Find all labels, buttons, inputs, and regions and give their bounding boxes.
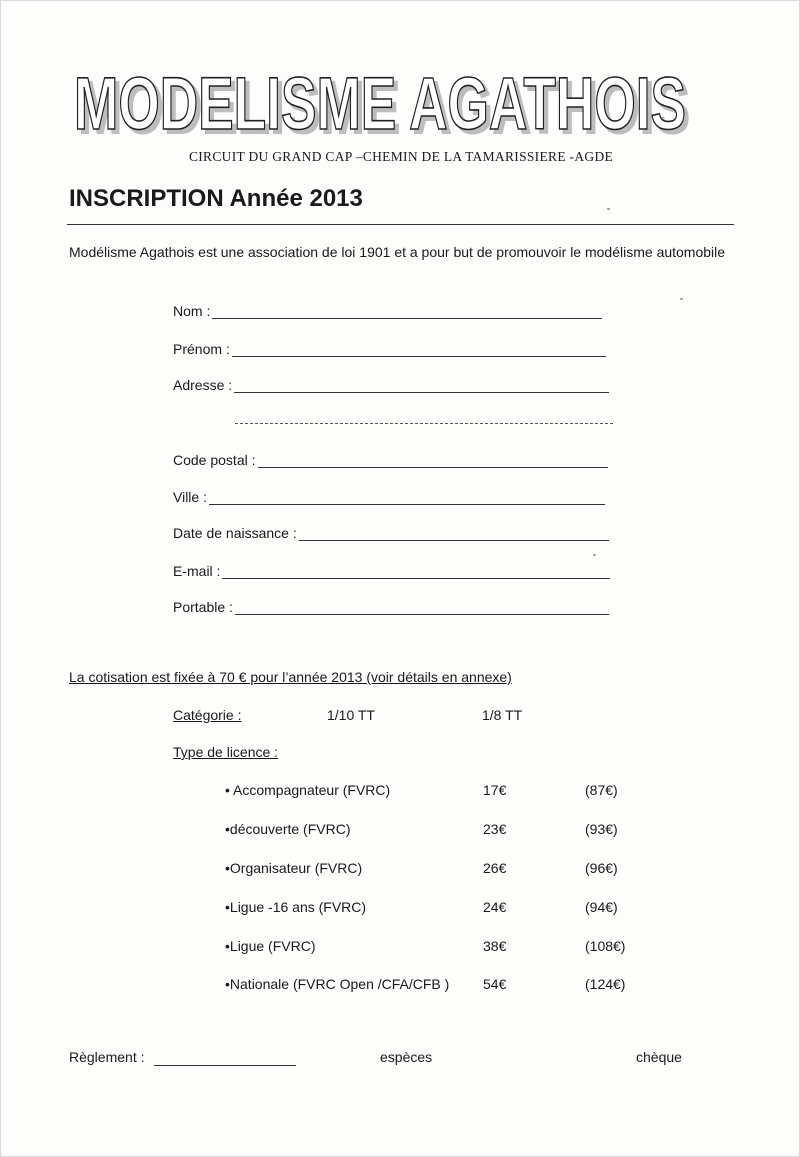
licence-price: 17€: [483, 782, 507, 798]
categorie-option-1-8-tt[interactable]: 1/8 TT: [482, 707, 523, 723]
licence-row[interactable]: [1, 976, 800, 996]
input-prenom[interactable]: [232, 342, 606, 357]
field-adresse: [173, 377, 609, 393]
licence-name: •Nationale (FVRC Open /CFA/CFB ): [225, 976, 450, 992]
reglement-input[interactable]: [154, 1065, 296, 1066]
field-code-postal: [173, 452, 608, 468]
input-email[interactable]: [222, 564, 610, 579]
logo-text: MODELISME AGATHOIS: [74, 62, 686, 145]
licence-price: 23€: [483, 821, 507, 837]
label-ville: Ville :: [173, 489, 207, 505]
label-code-postal: Code postal :: [173, 452, 256, 468]
input-date-naissance[interactable]: [299, 526, 609, 541]
reglement-option-cheque[interactable]: chèque: [636, 1049, 682, 1065]
title-divider: [67, 224, 734, 225]
licence-price: 54€: [483, 976, 507, 992]
logo-shadow: MODELISME AGATHOIS: [78, 66, 690, 145]
licence-price: 24€: [483, 899, 507, 915]
label-email: E-mail :: [173, 563, 221, 579]
reglement-label: Règlement :: [69, 1049, 145, 1065]
licence-type-label: Type de licence :: [173, 744, 279, 760]
reglement-option-especes[interactable]: espèces: [380, 1049, 433, 1065]
licence-price: 38€: [483, 938, 507, 954]
licence-price-alt: (93€): [585, 821, 618, 837]
field-email: [173, 563, 610, 579]
intro-text: Modélisme Agathois est une association de loi 1901 et a pour but de promouvoir le modélisme automobile: [69, 244, 726, 260]
input-portable[interactable]: [235, 600, 609, 615]
input-code-postal[interactable]: [258, 453, 608, 468]
licence-name: •Ligue (FVRC): [225, 938, 316, 954]
club-logo-wordmark: [61, 53, 701, 145]
licence-row[interactable]: [1, 938, 800, 958]
licence-price-alt: (96€): [585, 860, 618, 876]
input-adresse[interactable]: [234, 378, 609, 393]
categorie-option-1-10-tt[interactable]: 1/10 TT: [327, 707, 375, 723]
label-adresse: Adresse :: [173, 377, 233, 393]
label-nom: Nom :: [173, 303, 211, 319]
input-adresse-line2[interactable]: [235, 423, 613, 424]
input-nom[interactable]: [212, 304, 602, 319]
page-title: INSCRIPTION Année 2013: [69, 185, 363, 212]
field-nom: [173, 303, 602, 319]
field-date-naissance: [173, 525, 609, 541]
field-ville: [173, 489, 605, 505]
circuit-address: CIRCUIT DU GRAND CAP –CHEMIN DE LA TAMARISSIERE -AGDE: [188, 149, 614, 164]
licence-price-alt: (124€): [585, 976, 626, 992]
categorie-label: Catégorie :: [173, 707, 242, 723]
licence-row[interactable]: [1, 899, 800, 919]
licence-price-alt: (87€): [585, 782, 618, 798]
field-portable: [173, 599, 609, 615]
licence-name: •découverte (FVRC): [225, 821, 351, 837]
licence-name: • Accompagnateur (FVRC): [225, 782, 391, 798]
label-date-naissance: Date de naissance :: [173, 525, 297, 541]
licence-name: •Ligue -16 ans (FVRC): [225, 899, 367, 915]
scan-speck: [607, 208, 610, 210]
licence-row[interactable]: [1, 782, 800, 802]
licence-price: 26€: [483, 860, 507, 876]
scan-speck: [680, 298, 683, 300]
cotisation-notice: La cotisation est fixée à 70 € pour l’année 2013 (voir détails en annexe): [69, 669, 512, 685]
label-prenom: Prénom :: [173, 341, 230, 357]
licence-row[interactable]: [1, 821, 800, 841]
label-portable: Portable :: [173, 599, 233, 615]
field-prenom: [173, 341, 606, 357]
scan-speck: [593, 554, 596, 556]
input-ville[interactable]: [209, 490, 605, 505]
licence-row[interactable]: [1, 860, 800, 880]
licence-name: •Organisateur (FVRC): [225, 860, 363, 876]
licence-price-alt: (94€): [585, 899, 618, 915]
licence-price-alt: (108€): [585, 938, 626, 954]
